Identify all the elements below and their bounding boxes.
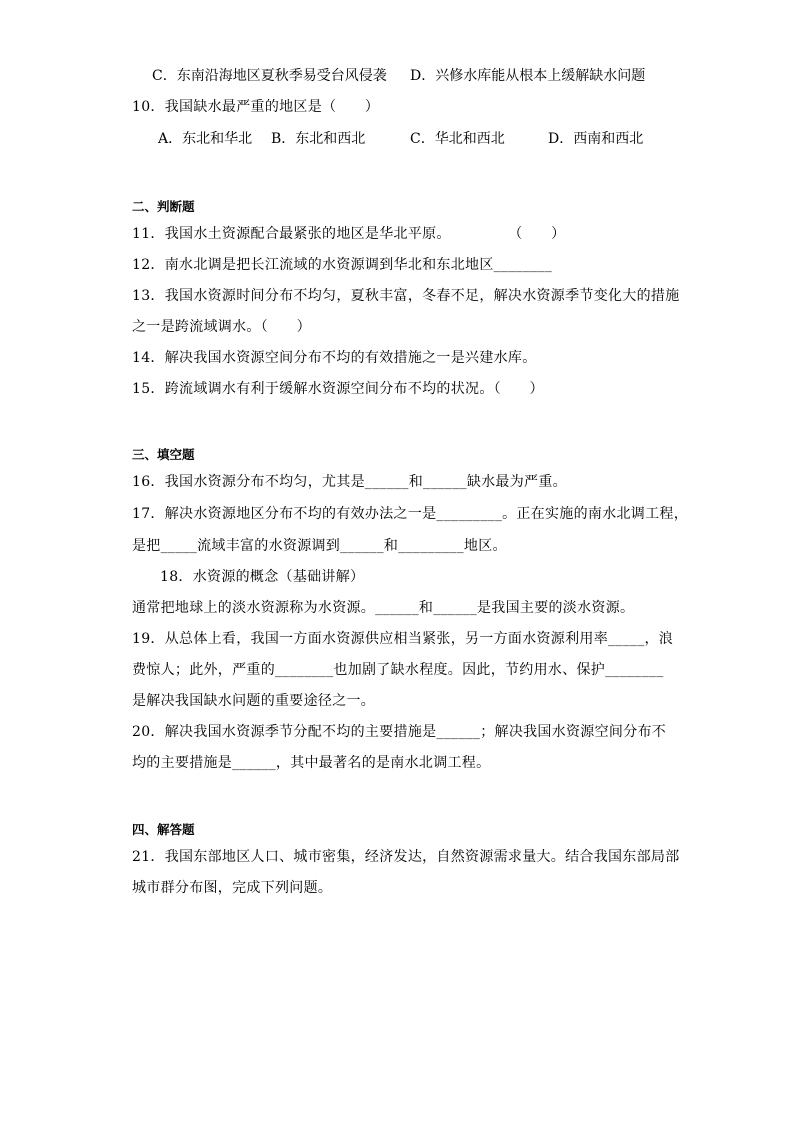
- question-21-line1: 21．我国东部地区人口、城市密集，经济发达，自然资源需求量大。结合我国东部局部: [132, 849, 680, 865]
- question-17-line2: 是把_____流域丰富的水资源调到______和_________地区。: [132, 538, 507, 554]
- question-13-line1: 13．我国水资源时间分布不均匀，夏秋丰富，冬春不足，解决水资源季节变化大的措施: [132, 288, 680, 304]
- question-11: 11．我国水土资源配合最紧张的地区是华北平原。 （ ）: [132, 226, 566, 242]
- question-21-line2: 城市群分布图，完成下列问题。: [132, 880, 333, 896]
- question-15: 15．跨流域调水有利于缓解水资源空间分布不均的状况。（ ）: [132, 381, 544, 397]
- question-18-title: 18．水资源的概念（基础讲解）: [160, 569, 365, 585]
- q10-option-a: A．东北和华北: [158, 131, 253, 147]
- section-title-answer: 四、解答题: [132, 822, 195, 837]
- q10-option-d: D．西南和西北: [548, 131, 644, 147]
- q10-stem: 10．我国缺水最严重的地区是（ ）: [132, 99, 380, 115]
- question-16: 16．我国水资源分布不均匀，尤其是______和______缺水最为严重。: [132, 474, 567, 490]
- q10-option-c: C．华北和西北: [410, 131, 505, 147]
- q9-option-c: C．东南沿海地区夏秋季易受台风侵袭: [152, 68, 387, 84]
- question-19-line2: 费惊人；此外，严重的________也加剧了缺水程度。因此，节约用水、保护________: [132, 662, 664, 678]
- question-20-line2: 均的主要措施是______，其中最著名的是南水北调工程。: [132, 755, 491, 771]
- section-title-fill-blank: 三、填空题: [132, 447, 195, 462]
- question-14: 14．解决我国水资源空间分布不均的有效措施之一是兴建水库。: [132, 350, 537, 366]
- question-12: 12．南水北调是把长江流域的水资源调到华北和东北地区________: [132, 257, 553, 273]
- question-19-line3: 是解决我国缺水问题的重要途径之一。: [132, 693, 376, 709]
- question-18-text: 通常把地球上的淡水资源称为水资源。______和______是我国主要的淡水资源。: [132, 600, 635, 616]
- question-20-line1: 20．解决我国水资源季节分配不均的主要措施是______；解决我国水资源空间分布不: [132, 724, 667, 740]
- question-13-line2: 之一是跨流域调水。（ ）: [132, 319, 311, 335]
- q10-option-b: B．东北和西北: [271, 131, 366, 147]
- section-title-judgment: 二、判断题: [132, 199, 195, 214]
- question-19-line1: 19．从总体上看，我国一方面水资源供应相当紧张，另一方面水资源利用率_____，浪: [132, 631, 674, 647]
- question-17-line1: 17．解决水资源地区分布不均的有效办法之一是_________。正在实施的南水北调工程，: [132, 506, 689, 522]
- q9-option-d: D．兴修水库能从根本上缓解缺水问题: [410, 68, 646, 84]
